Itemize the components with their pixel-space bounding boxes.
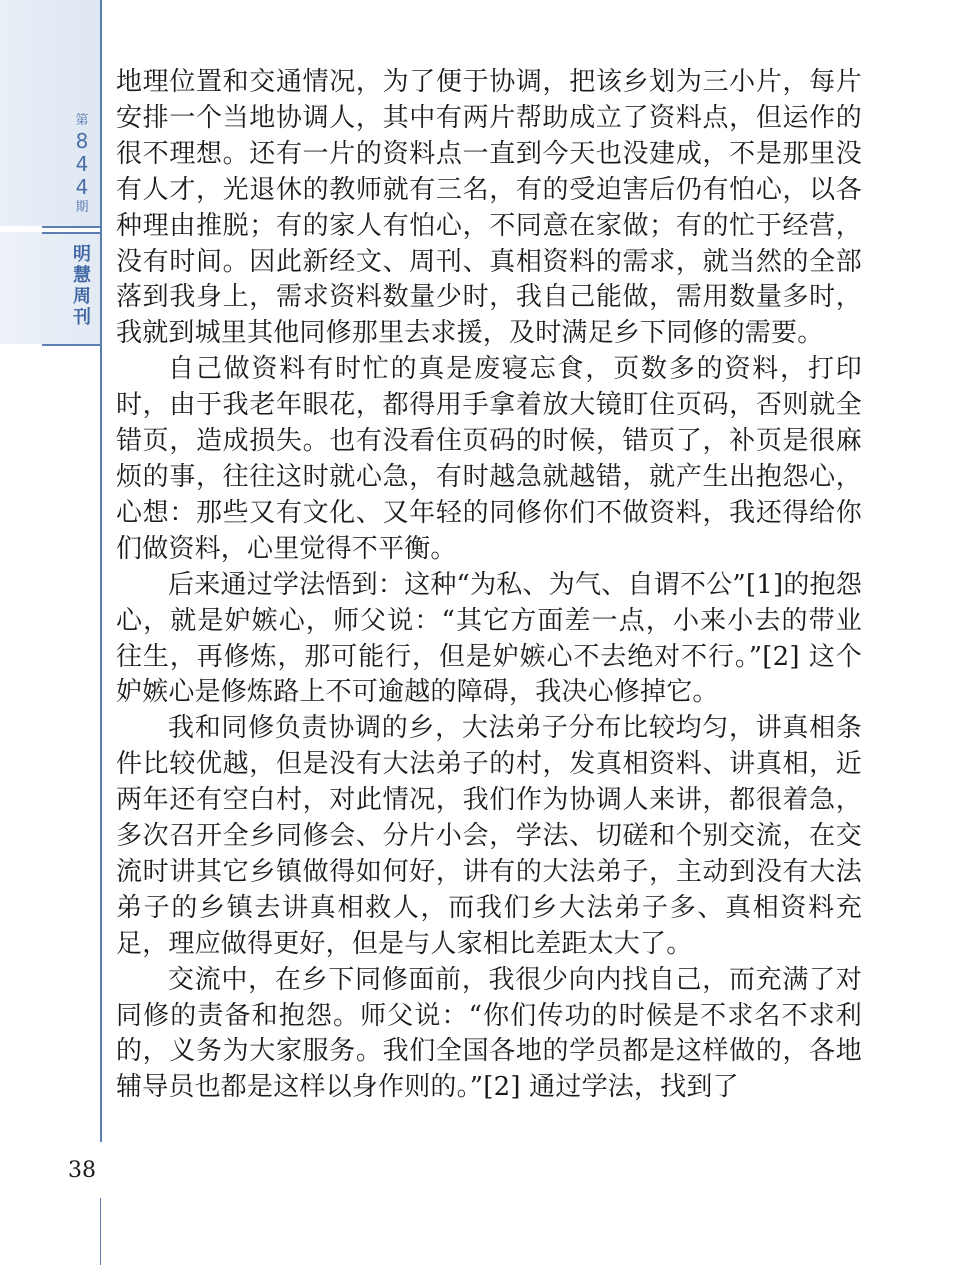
margin-rule <box>100 0 102 1142</box>
publication-char: 刊 <box>73 307 91 328</box>
issue-divider-line <box>42 226 102 228</box>
issue-prefix: 第 <box>75 113 89 128</box>
publication-char: 周 <box>73 286 91 307</box>
paragraph: 自己做资料有时忙的真是废寝忘食，页数多的资料，打印时，由于我老年眼花，都得用手拿着放大镜盯住页码，否则就全错页，造成损失。也有没看住页码的时候，错页了，补页是很麻烦的事，往往这时就心急，有时越急就越错，就产生出抱怨心，心想：那些又有文化、又年轻的同修你们不做资料，我还得给你们做资料，心里觉得不平衡。 <box>116 354 862 564</box>
issue-label <box>62 112 102 217</box>
sidebar <box>0 0 100 1265</box>
paragraph: 我和同修负责协调的乡，大法弟子分布比较均匀，讲真相条件比较优越，但是没有大法弟子的村，发真相资料、讲真相，近两年还有空白村，对此情况，我们作为协调人来讲，都很着急，多次召开全乡同修会、分片小会，学法、切磋和个别交流，在交流时讲其它乡镇做得如何好，讲有的大法弟子，主动到没有大法弟子的乡镇去讲真相救人，而我们乡大法弟子多、真相资料充足，理应做得更好，但是与人家相比差距太大了。 <box>116 713 862 959</box>
issue-number: 844 <box>75 129 89 199</box>
publication-char: 慧 <box>73 265 91 286</box>
issue-suffix: 期 <box>75 200 89 215</box>
publication-char: 明 <box>73 244 91 265</box>
page-number: 38 <box>68 1158 96 1183</box>
article-body <box>116 65 862 1106</box>
publication-divider-line <box>42 344 102 346</box>
issue-divider-line-2 <box>42 232 102 234</box>
margin-rule-lower <box>100 1198 101 1265</box>
paragraph: 后来通过学法悟到：这种“为私、为气、自谓不公”[1]的抱怨心，就是妒嫉心，师父说：“其它方面差一点，小来小去的带业往生，再修炼，那可能行，但是妒嫉心不去绝对不行。”[2] 这个妒嫉心是修炼路上不可逾越的障碍，我决心修掉它。 <box>116 569 862 708</box>
publication-name <box>64 244 100 328</box>
paragraph: 交流中，在乡下同修面前，我很少向内找自己，而充满了对同修的责备和抱怨。师父说：“你们传功的时候是不求名不求利的，义务为大家服务。我们全国各地的学员都是这样做的，各地辅导员也都是这样以身作则的。”[2] 通过学法，找到了 <box>116 964 862 1103</box>
paragraph: 地理位置和交通情况，为了便于协调，把该乡划为三小片，每片安排一个当地协调人，其中有两片帮助成立了资料点，但运作的很不理想。还有一片的资料点一直到今天也没建成，不是那里没有人才，光退休的教师就有三名，有的受迫害后仍有怕心，以各种理由推脱；有的家人有怕心，不同意在家做；有的忙于经营，没有时间。因此新经文、周刊、真相资料的需求，就当然的全部落到我身上，需求资料数量少时，我自己能做，需用数量多时，我就到城里其他同修那里去求援，及时满足乡下同修的需要。 <box>116 67 862 349</box>
